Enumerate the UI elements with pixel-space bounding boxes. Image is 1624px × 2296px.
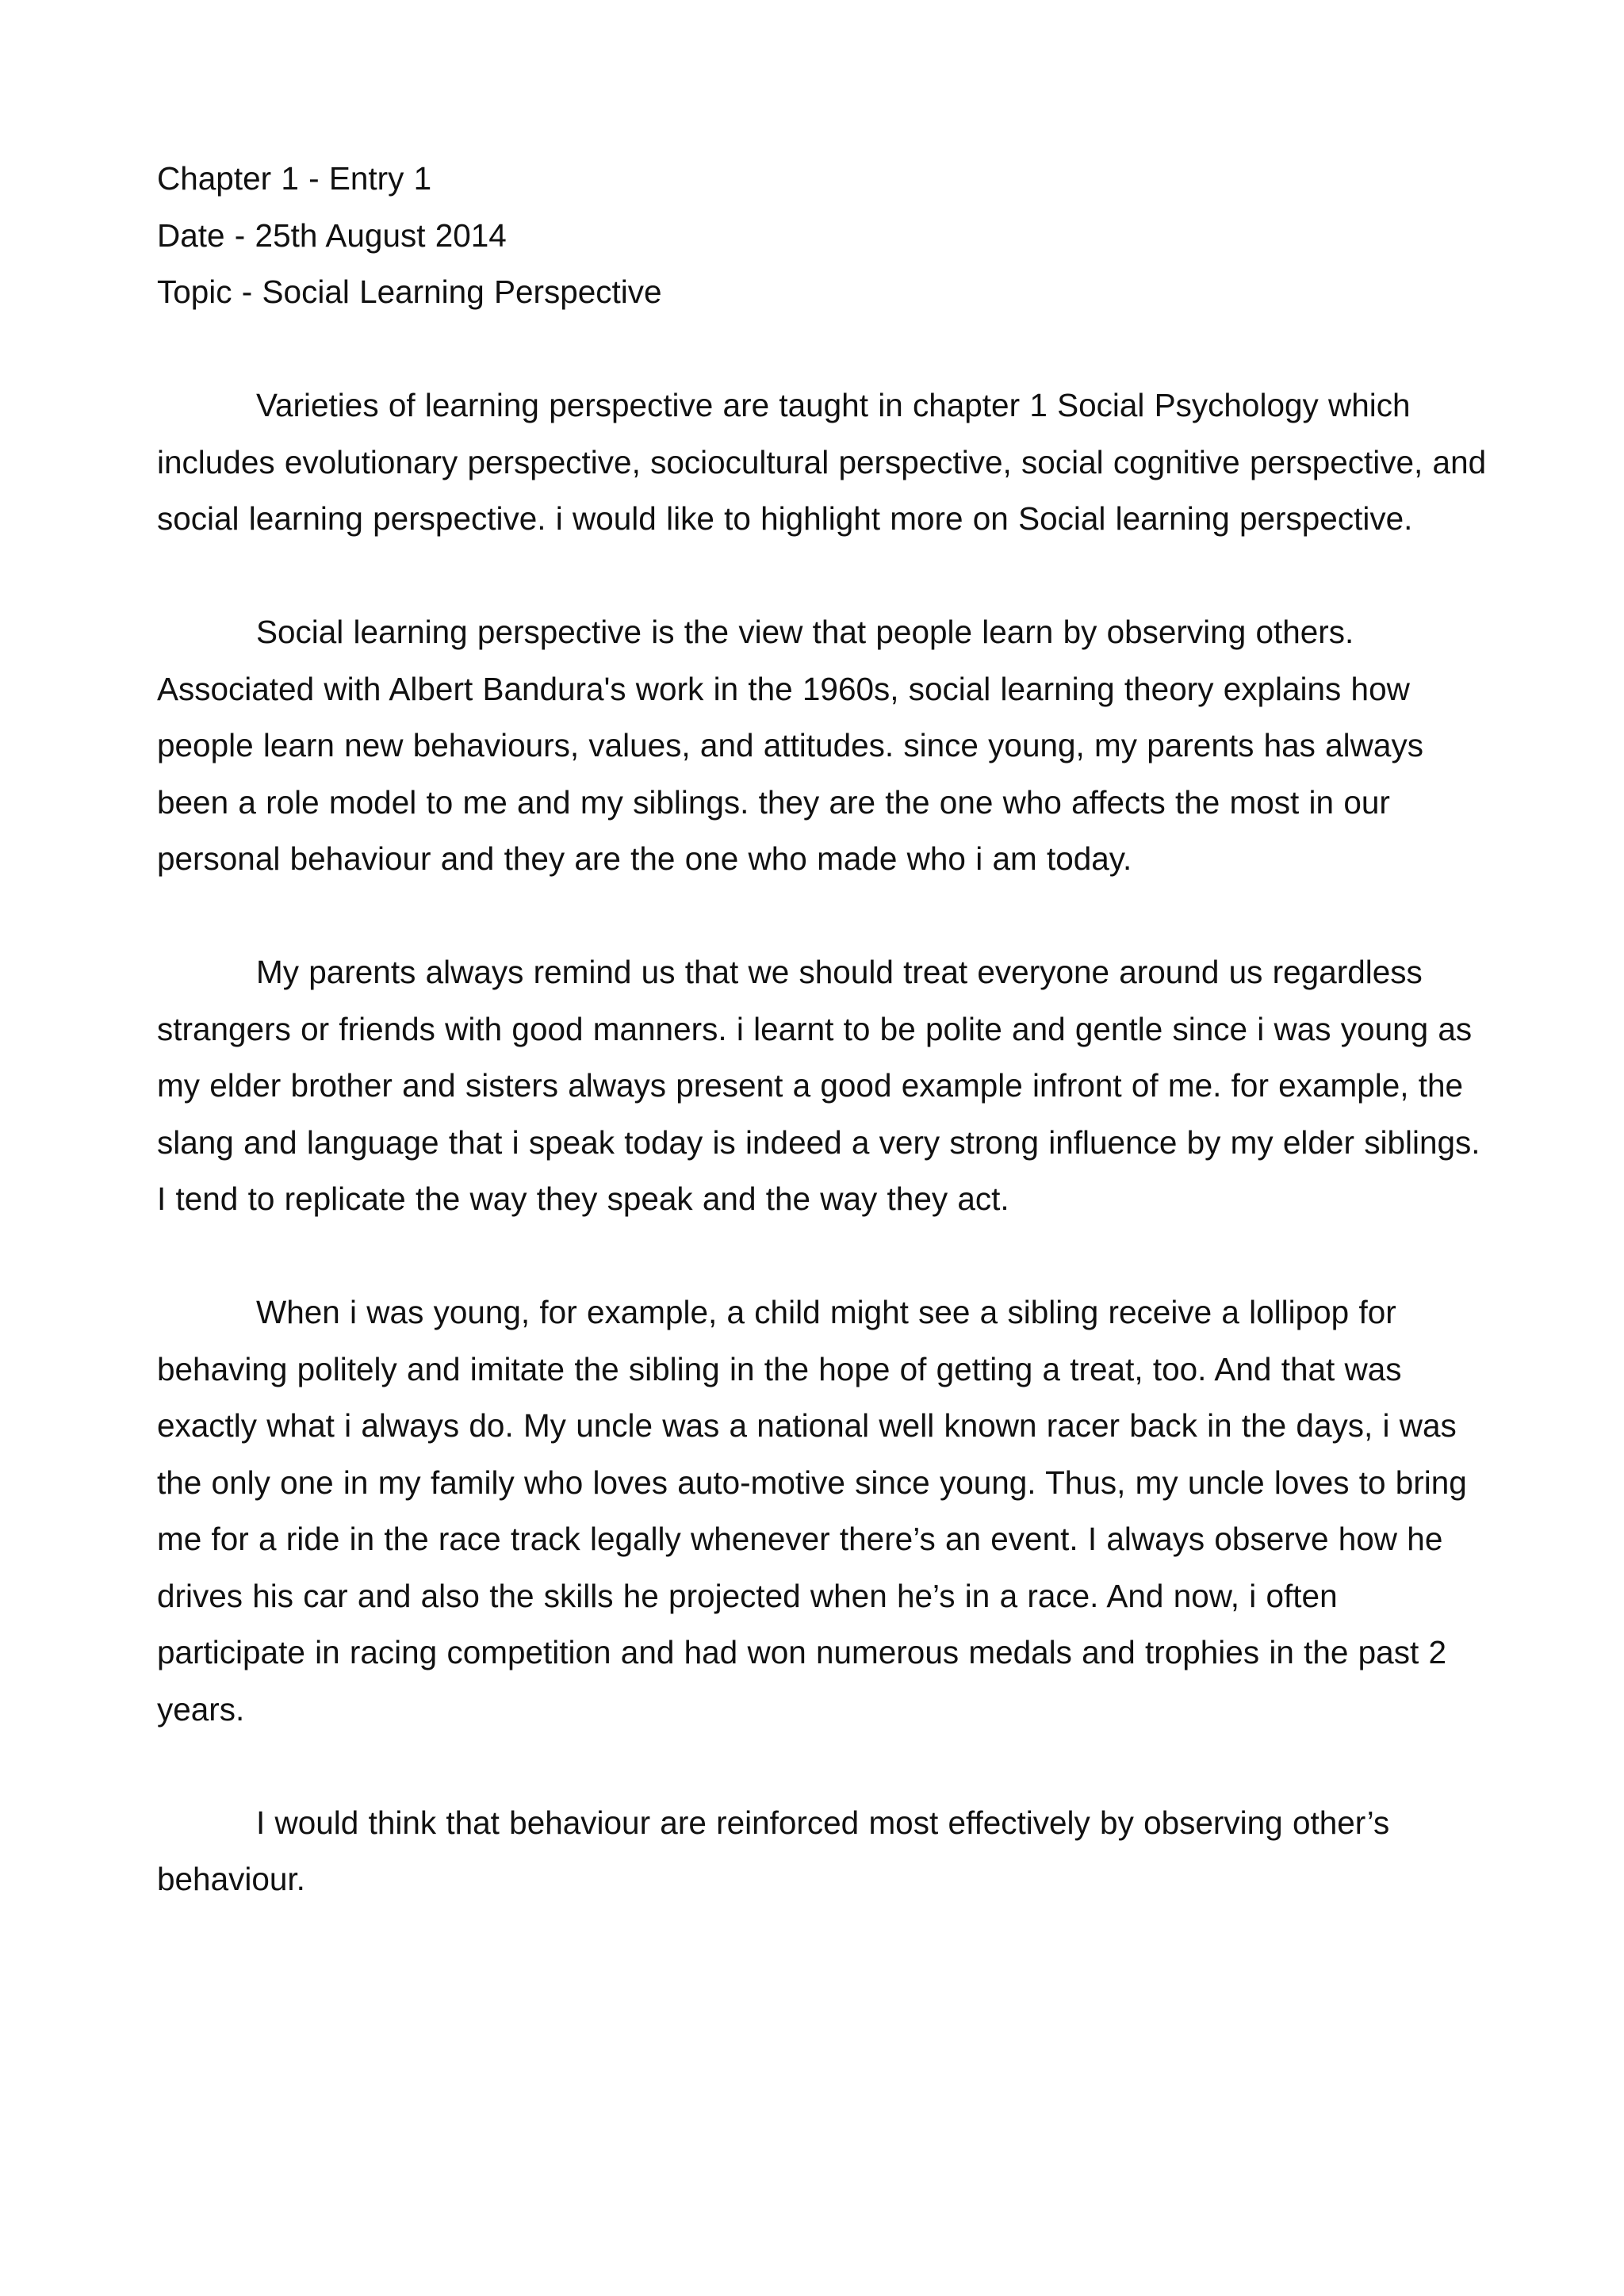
entry-topic: Topic - Social Learning Perspective bbox=[157, 274, 662, 310]
entry-date: Date - 25th August 2014 bbox=[157, 216, 507, 254]
paragraph-conclusion: I would think that behaviour are reinforced most effectively by observing other’s behaviour. bbox=[157, 1804, 1390, 1897]
paragraph-parents: My parents always remind us that we should treat everyone around us regardless strangers or friends with good manners. i learnt to be polite and gentle since i was young as my elder brother and sisters always present a good example infront of me. for example, the slang and language that i speak today is indeed a very strong influence by my elder siblings. I tend to replicate the way they speak and the way they act. bbox=[157, 954, 1480, 1217]
chapter-heading: Chapter 1 - Entry 1 bbox=[157, 160, 432, 197]
paragraph-example: When i was young, for example, a child might see a sibling receive a lollipop for behaving politely and imitate the sibling in the hope of getting a treat, too. And that was exactly what i always do. My uncle was a national well known racer back in the days, i was the only one in my family who loves auto-motive since young. Thus, my uncle loves to bring me for a ride in the race track legally whenever there’s an event. I always observe how he drives his car and also the skills he projected when he’s in a race. And now, i often participate in racing competition and had won numerous medals and trophies in the past 2 years. bbox=[157, 1294, 1467, 1728]
paragraph-intro: Varieties of learning perspective are taught in chapter 1 Social Psychology which includes evolutionary perspective, sociocultural perspective, social cognitive perspective, and social learning perspective. i would like to highlight more on Social learning perspective. bbox=[157, 387, 1487, 537]
paragraph-definition: Social learning perspective is the view that people learn by observing others. Associated with Albert Bandura's work in the 1960s, social learning theory explains how people learn new behaviours, values, and attitudes. since young, my parents has always been a role model to me and my siblings. they are the one who affects the most in our personal behaviour and they are the one who made who i am today. bbox=[157, 614, 1423, 877]
document-body bbox=[157, 151, 1489, 1908]
